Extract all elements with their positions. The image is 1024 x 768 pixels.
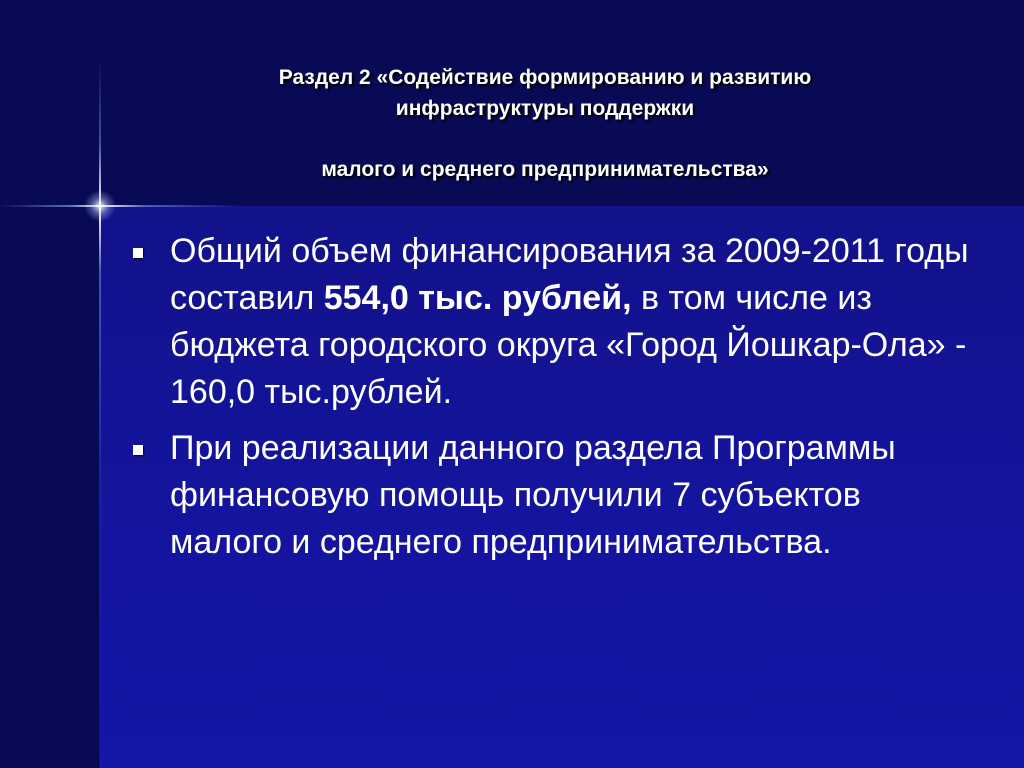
square-bullet-icon xyxy=(133,445,143,455)
bullet-text-intro: Общий объем финансирования за 2009-2011 годы составил xyxy=(170,232,969,317)
bullet-text-recipients: При реализации данного раздела Программы финансовую помощь получили 7 субъектов малого и среднего предпринимательства. xyxy=(170,429,896,561)
title-gap xyxy=(100,124,990,154)
title-line-1: Раздел 2 «Содействие формированию и развитию xyxy=(278,66,812,89)
left-band xyxy=(0,206,100,768)
bullet-text-detail: в том числе из бюджета городского округа «Город Йошкар-Ола» - 160,0 тыс.рублей. xyxy=(170,279,967,411)
bullet-amount-highlight: 554,0 тыс. рублей, xyxy=(323,279,632,317)
sparkle-horizontal-line xyxy=(0,205,240,207)
square-bullet-icon xyxy=(133,248,143,258)
slide-title xyxy=(100,62,990,185)
title-line-2: инфраструктуры поддержки xyxy=(395,97,695,120)
sparkle-star-icon xyxy=(84,190,116,222)
bullet-item-financing xyxy=(130,228,970,416)
bullet-item-recipients xyxy=(130,425,970,566)
title-line-3: малого и среднего предпринимательства» xyxy=(321,158,769,181)
bullet-list xyxy=(130,228,970,575)
